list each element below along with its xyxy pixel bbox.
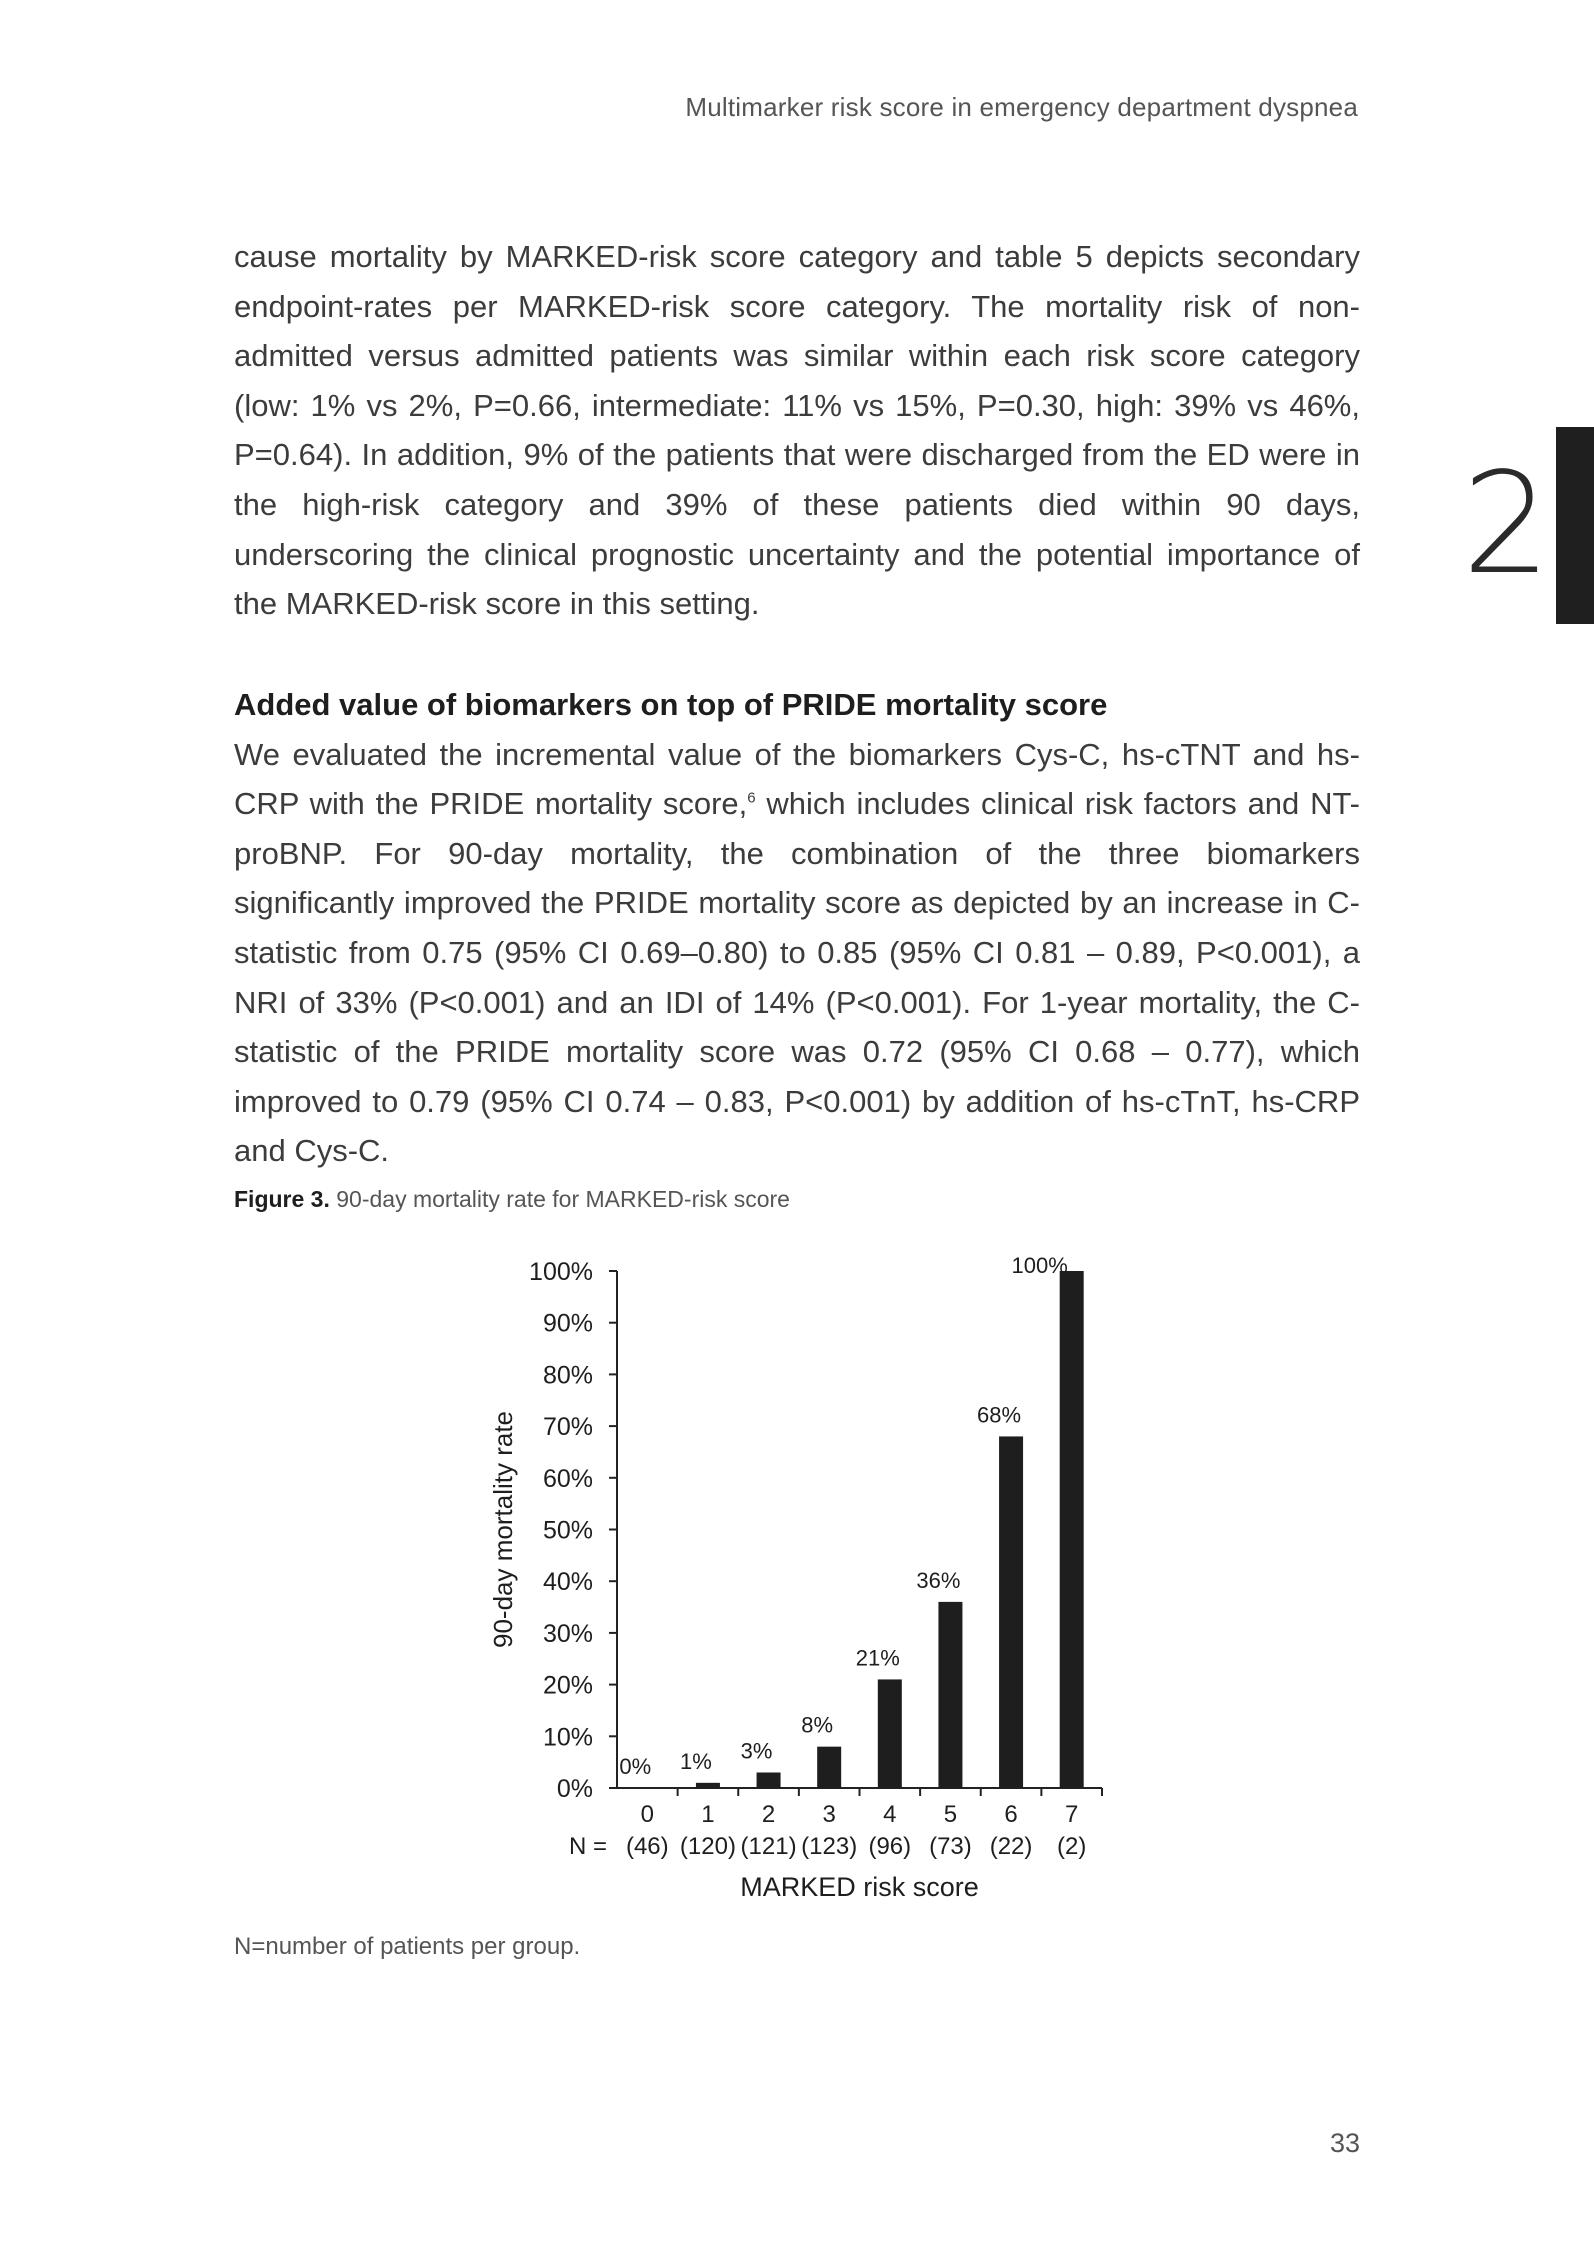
bar-data-label: 3%: [740, 1738, 773, 1764]
bar-score-4: [878, 1679, 902, 1788]
x-tick-label: 7: [1065, 1801, 1079, 1828]
figure-note: N=number of patients per group.: [234, 1933, 581, 1960]
y-tick-label: 100%: [529, 1258, 593, 1286]
x-axis-title: MARKED risk score: [740, 1872, 979, 1902]
y-tick-label: 30%: [542, 1619, 593, 1648]
y-tick-label: 40%: [542, 1568, 593, 1597]
x-tick-label: 2: [761, 1801, 776, 1828]
y-tick-label: 10%: [542, 1723, 593, 1752]
x-tick-label: 0: [640, 1801, 654, 1828]
n-count-label: (120): [679, 1833, 736, 1860]
bar-data-label: 21%: [855, 1645, 900, 1671]
y-axis-title: 90-day mortality rate: [488, 1411, 518, 1648]
body-paragraph-1: [234, 232, 1360, 629]
chapter-tab: [1556, 427, 1594, 624]
bar-data-label: 36%: [916, 1567, 961, 1593]
n-count-label: (123): [801, 1833, 858, 1860]
page-number: 33: [1329, 2128, 1360, 2158]
x-tick-label: 6: [1004, 1801, 1018, 1828]
figure-caption-text: 90-day mortality rate for MARKED-risk score: [329, 1186, 790, 1212]
bar-score-5: [938, 1602, 962, 1788]
running-head: Multimarker risk score in emergency department dyspnea: [685, 92, 1358, 122]
y-tick-label: 80%: [542, 1361, 593, 1390]
n-count-label: (22): [989, 1833, 1033, 1860]
y-tick-label: 20%: [542, 1671, 593, 1700]
x-tick-label: 1: [701, 1801, 715, 1828]
paragraph-2-part-2: which includes clinical risk factors and NT-proBNP. For 90-day mortality, the combination of the three biomarkers significantly improved the PRIDE mortality score as depicted by an increase in C-statistic from 0.75 (95% CI 0.69–0.80) to 0.85 (95% CI 0.81 – 0.89, P<0.001), a NRI of 33% (P<0.001) and an IDI of 14% (P<0.001). For 1-year mortality, the C-statistic of the PRIDE mortality score was 0.72 (95% CI 0.68 – 0.77), which improved to 0.79 (95% CI 0.74 – 0.83, P<0.001) by addition of hs-cTnT, hs-CRP and Cys-C.: [234, 786, 1361, 1169]
bar-data-label: 0%: [619, 1754, 652, 1779]
y-tick-label: 90%: [542, 1309, 593, 1338]
x-tick-label: 3: [822, 1801, 836, 1828]
figure-label: Figure 3.: [234, 1186, 330, 1212]
bar-data-label: 100%: [1011, 1253, 1068, 1278]
x-tick-label: 4: [883, 1801, 897, 1828]
bar-score-2: [757, 1772, 781, 1788]
paragraph-1-text: cause mortality by MARKED-risk score category and table 5 depicts secondary endpoint-rates per MARKED-risk score category. The mortality risk of non-admitted versus admitted patients was similar within each risk score category (low: 1% vs 2%, P=0.66, intermediate: 11% vs 15%, P=0.30, high: 39% vs 46%, P=0.64). In addition, 9% of the patients that were discharged from the ED were in the high-risk category and 39% of these patients died within 90 days, underscoring the clinical prognostic uncertainty and the potential importance of the MARKED-risk score in this setting.: [234, 239, 1360, 622]
n-count-label: (2): [1057, 1833, 1087, 1860]
reference-superscript[interactable]: 6: [747, 789, 756, 807]
bar-score-3: [817, 1747, 841, 1788]
bar-score-7: [1060, 1271, 1084, 1788]
n-count-label: (73): [929, 1833, 972, 1860]
bar-data-label: 8%: [801, 1712, 834, 1738]
y-tick-label: 60%: [542, 1464, 593, 1493]
bar-score-6: [999, 1436, 1023, 1788]
bar-score-1: [696, 1783, 720, 1788]
y-tick-label: 50%: [542, 1516, 593, 1545]
paragraph-2-part-1: We evaluated the incremental value of the biomarkers Cys-C, hs-cTNT and hs-CRP with the PRIDE mortality score,: [234, 736, 1360, 822]
bar-data-label: 1%: [680, 1748, 712, 1774]
mortality-bar-chart: [480, 1245, 1120, 1925]
n-prefix-label: N =: [568, 1833, 607, 1860]
n-count-label: (96): [868, 1833, 912, 1860]
x-tick-label: 5: [943, 1801, 958, 1828]
y-tick-label: 70%: [542, 1413, 593, 1442]
n-count-label: (121): [740, 1833, 797, 1860]
y-tick-label: 0%: [556, 1775, 593, 1803]
section-heading: Added value of biomarkers on top of PRIDE mortality score: [234, 687, 1108, 722]
body-paragraph-2: [234, 730, 1360, 1176]
section-biomarkers: [234, 680, 1360, 1176]
n-count-label: (46): [625, 1833, 669, 1860]
bar-data-label: 68%: [977, 1402, 1022, 1428]
figure-caption: [234, 1186, 790, 1213]
chapter-number: 2: [1462, 443, 1552, 606]
